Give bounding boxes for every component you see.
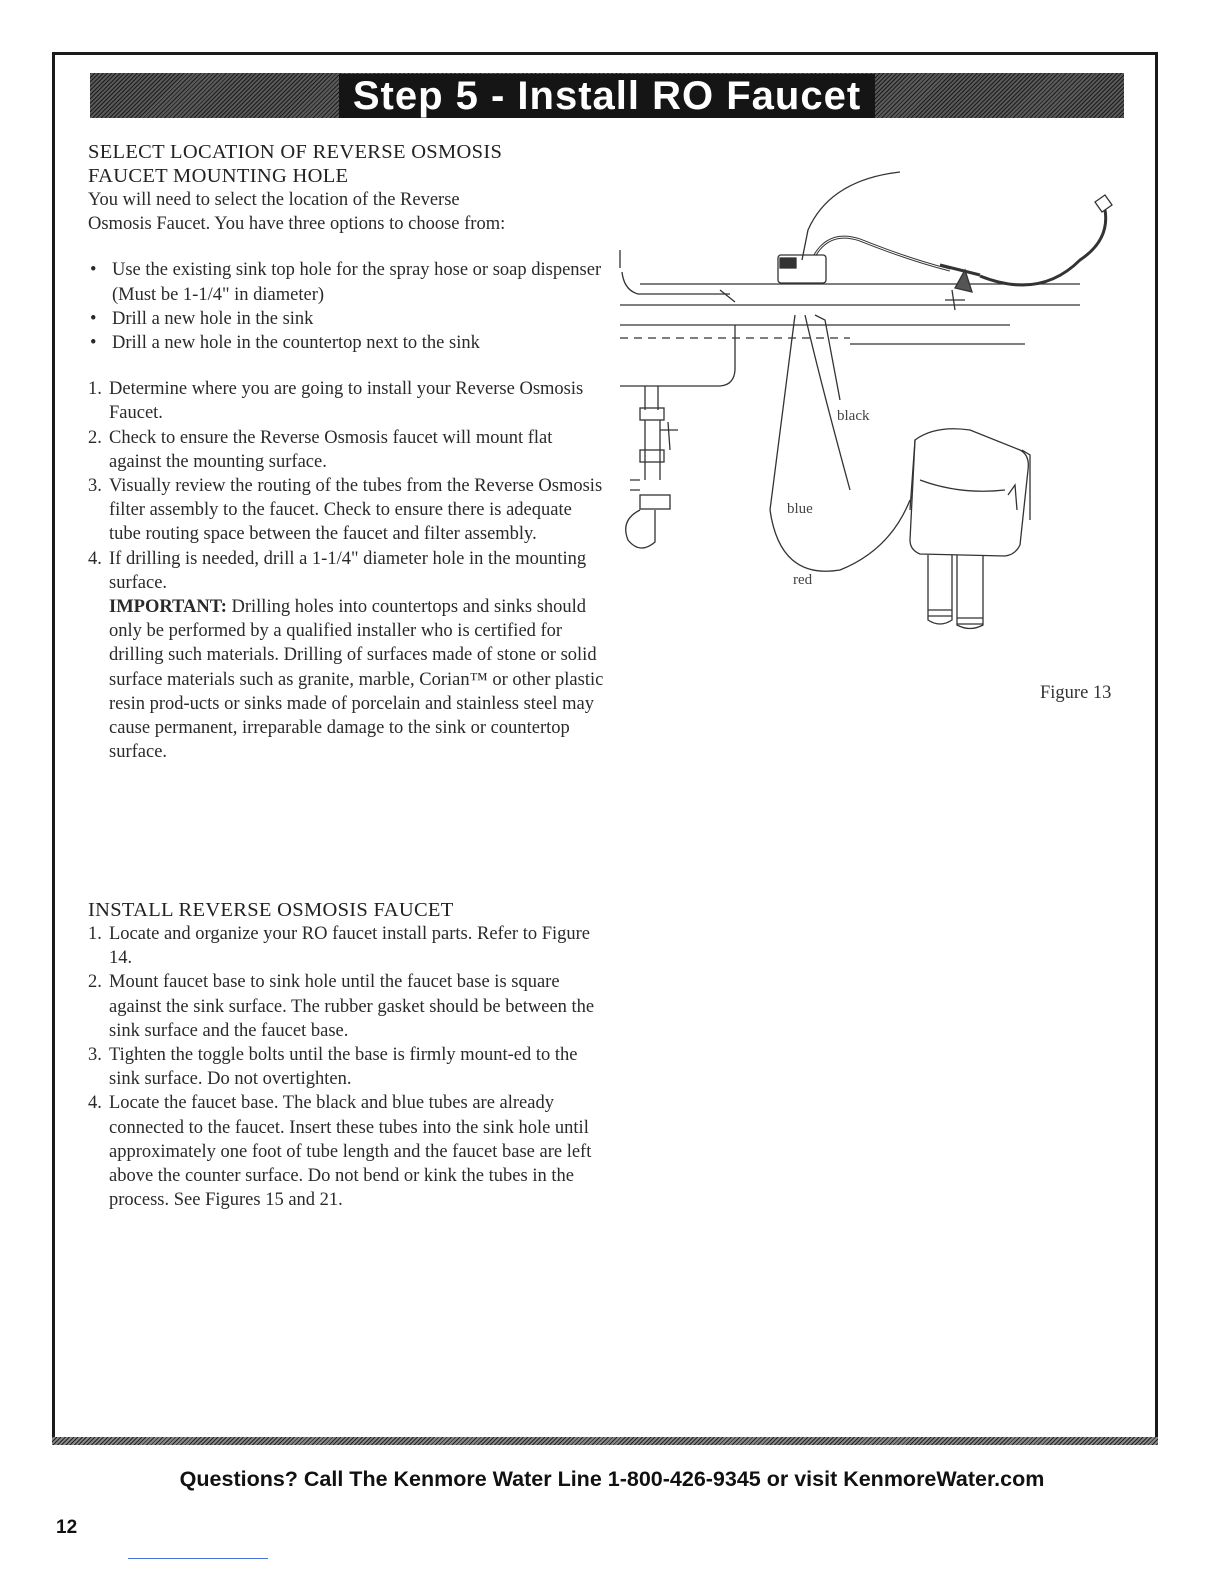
install-heading: INSTALL REVERSE OSMOSIS FAUCET	[88, 899, 454, 921]
intro-line1: You will need to select the location of the Reverse	[88, 190, 460, 210]
intro-line2: Osmosis Faucet. You have three options to choose from:	[88, 214, 506, 235]
install-steps	[88, 922, 608, 1212]
select-location-section	[88, 140, 608, 764]
frame-bottom-rule	[52, 1437, 1158, 1445]
step-item: 1. Determine where you are going to install your Reverse Osmosis Faucet.	[88, 379, 584, 424]
options-list	[88, 258, 608, 355]
page-number: 12	[56, 1517, 78, 1538]
step-item: 2. Check to ensure the Reverse Osmosis faucet will mount flat against the mounting surface.	[88, 427, 553, 472]
section-heading-line1: SELECT LOCATION OF REVERSE OSMOSIS	[88, 141, 503, 163]
step-banner	[90, 73, 1124, 118]
footer-contact-line: Questions? Call The Kenmore Water Line 1-800-426-9345 or visit KenmoreWater.com	[179, 1467, 1045, 1491]
figure-13-illustration	[610, 150, 1130, 670]
step-item: 1. Locate and organize your RO faucet install parts. Refer to Figure 14.	[88, 924, 591, 969]
option-item: • Drill a new hole in the sink	[90, 308, 314, 329]
tube-label-blue: blue	[787, 501, 813, 517]
step-item: 3. Tighten the toggle bolts until the base is firmly mount-ed to the sink surface. Do not overtighten.	[88, 1045, 578, 1090]
tube-label-black: black	[837, 408, 870, 424]
important-text: Drilling holes into countertops and sinks should only be performed by a qualified installer who is certified for drilling such materials. Drilling of surfaces made of stone or solid surface materials such as granite, marble, Corian™ or other plastic resin prod-ucts or sinks made of porcelain and stainless steel may cause permanent, irreparable damage to the sink or countertop surface.	[109, 597, 604, 763]
figure-caption: Figure 13	[1040, 683, 1112, 703]
step-item: 4. Locate the faucet base. The black and blue tubes are already connected to the faucet. Insert these tubes into the sink hole until approximately one foot of tube length and the faucet base are left above the counter surface. Do not bend or kink the tubes in the process. See Figures 15 and 21.	[88, 1093, 592, 1211]
banner-title: Step 5 - Install RO Faucet	[339, 74, 875, 118]
important-label: IMPORTANT:	[109, 597, 227, 618]
tube-label-red: red	[793, 572, 813, 588]
option-item: • Drill a new hole in the countertop next to the sink	[90, 333, 480, 354]
location-steps	[88, 377, 608, 764]
faucet-diagram	[610, 150, 1130, 670]
step-item: 4. If drilling is needed, drill a 1-1/4" diameter hole in the mounting surface. IMPORTANT: Drilling holes into countertops and sinks should only be performed by a qualified installer who is certified for drilling such materials. Drilling of surfaces made of stone or solid surface materials such as granite, marble, Corian™ or other plastic resin prod-ucts or sinks made of porcelain and stainless steel may cause permanent, irreparable damage to the sink or countertop surface.	[88, 548, 604, 763]
step-item: 2. Mount faucet base to sink hole until the faucet base is square against the sink surface. The rubber gasket should be between the sink surface and the faucet base.	[88, 972, 595, 1041]
option-item: • Use the existing sink top hole for the spray hose or soap dispenser (Must be 1-1/4" in diameter)	[90, 260, 602, 305]
install-faucet-section	[88, 898, 608, 1212]
footer-underline	[128, 1558, 268, 1559]
section-heading-line2: FAUCET MOUNTING HOLE	[88, 165, 349, 187]
step-item: 3. Visually review the routing of the tubes from the Reverse Osmosis filter assembly to the faucet. Check to ensure there is adequate tube routing space between the faucet and filter assembly.	[88, 476, 603, 545]
